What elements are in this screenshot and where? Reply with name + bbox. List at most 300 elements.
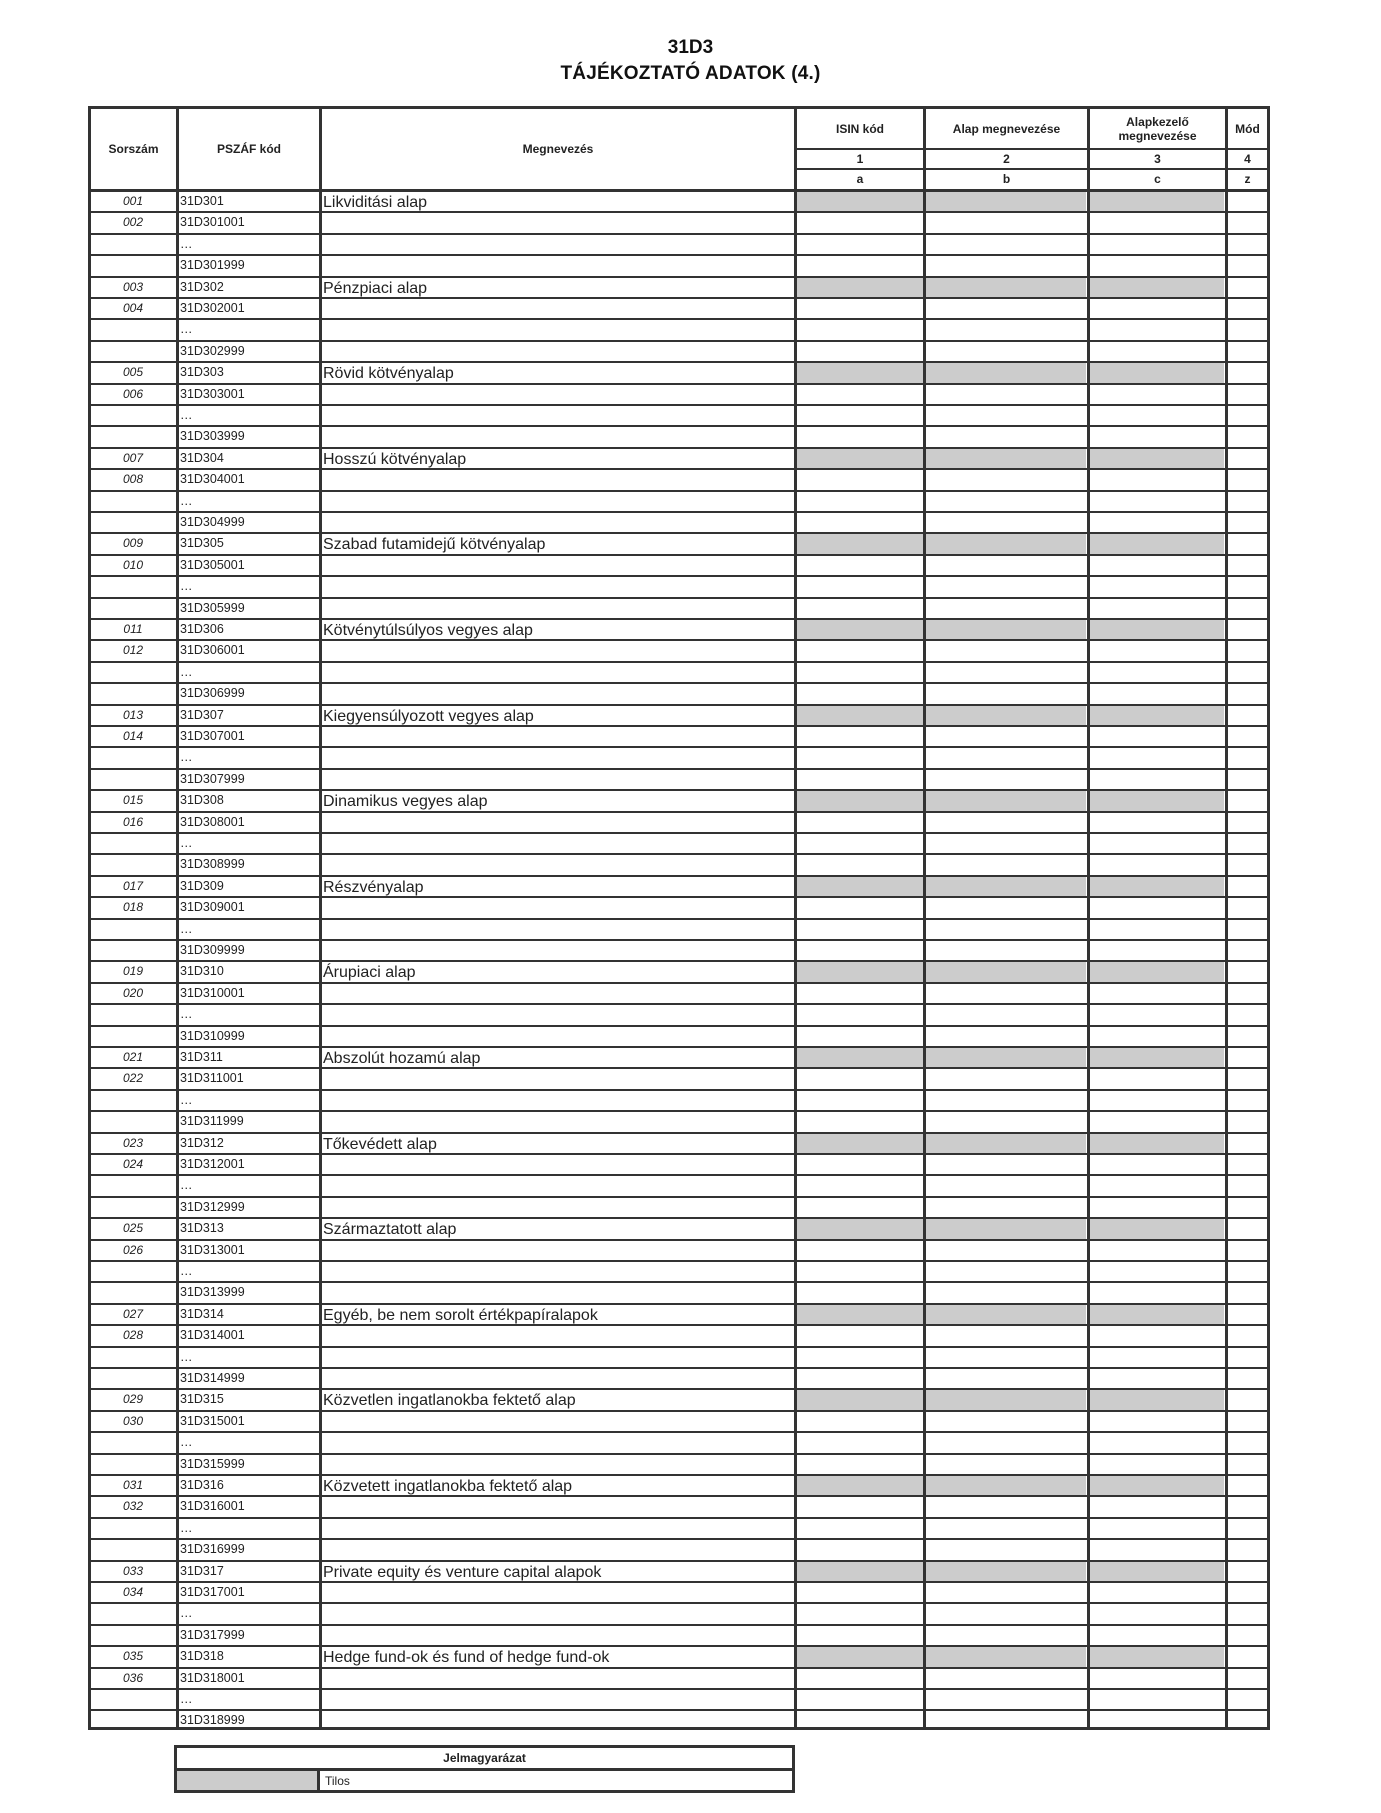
- fund-name-cell[interactable]: [926, 1669, 1086, 1688]
- table-row: [91, 278, 1267, 299]
- row-name: [323, 470, 793, 489]
- manager-name-cell[interactable]: [1090, 1176, 1224, 1195]
- fund-name-cell[interactable]: [926, 748, 1086, 767]
- row-name: Likviditási alap: [323, 194, 428, 211]
- isin-cell: [797, 449, 923, 468]
- row-serial: [91, 342, 175, 361]
- table-row: [91, 534, 1267, 555]
- isin-cell[interactable]: [797, 727, 923, 746]
- table-row: [91, 599, 1267, 620]
- row-serial: 015: [122, 793, 144, 808]
- isin-cell[interactable]: [797, 406, 923, 425]
- manager-name-cell[interactable]: [1090, 470, 1224, 489]
- row-name: [323, 770, 793, 789]
- row-pszaf-code: 31D308001: [180, 814, 245, 829]
- row-serial: 035: [122, 1649, 144, 1664]
- row-pszaf-code: 31D318001: [180, 1670, 245, 1685]
- row-pszaf-code: 31D313001: [180, 1242, 245, 1257]
- fund-name-cell[interactable]: [926, 727, 1086, 746]
- isin-cell[interactable]: [797, 256, 923, 275]
- row-name: [323, 1176, 793, 1195]
- row-pszaf-code: 31D316: [180, 1478, 224, 1492]
- row-name: [323, 984, 793, 1003]
- isin-cell[interactable]: [797, 1176, 923, 1195]
- fund-name-cell[interactable]: [926, 1326, 1086, 1345]
- table-row: [91, 1348, 1267, 1369]
- row-serial: 017: [122, 878, 144, 893]
- fund-name-cell[interactable]: [926, 1711, 1086, 1732]
- isin-cell[interactable]: [797, 1326, 923, 1345]
- manager-name-cell[interactable]: [1090, 1711, 1224, 1732]
- manager-name-cell[interactable]: [1090, 748, 1224, 767]
- row-serial: [91, 1027, 175, 1046]
- fund-name-cell[interactable]: [926, 406, 1086, 425]
- manager-name-cell[interactable]: [1090, 556, 1224, 575]
- manager-name-cell[interactable]: [1090, 513, 1224, 532]
- manager-name-cell[interactable]: [1090, 427, 1224, 446]
- isin-cell[interactable]: [797, 748, 923, 767]
- fund-name-cell[interactable]: [926, 1690, 1086, 1709]
- isin-cell[interactable]: [797, 1112, 923, 1131]
- manager-name-cell[interactable]: [1090, 1412, 1224, 1431]
- row-serial: 030: [122, 1413, 144, 1428]
- isin-cell[interactable]: [797, 898, 923, 917]
- isin-cell: [797, 1476, 923, 1495]
- manager-name-cell[interactable]: [1090, 577, 1224, 596]
- manager-name-cell[interactable]: [1090, 898, 1224, 917]
- fund-name-cell[interactable]: [926, 1369, 1086, 1388]
- row-serial: [91, 855, 175, 874]
- fund-name-cell[interactable]: [926, 1155, 1086, 1174]
- fund-name-cell[interactable]: [926, 556, 1086, 575]
- manager-name-cell[interactable]: [1090, 813, 1224, 832]
- isin-cell[interactable]: [797, 1283, 923, 1302]
- fund-name-cell[interactable]: [926, 984, 1086, 1003]
- manager-name-cell[interactable]: [1090, 663, 1224, 682]
- row-pszaf-code: …: [180, 236, 193, 251]
- table-row: [91, 577, 1267, 598]
- row-pszaf-code: 31D315999: [180, 1456, 245, 1471]
- table-row: [91, 1027, 1267, 1048]
- table-row: [91, 1326, 1267, 1347]
- isin-cell[interactable]: [797, 855, 923, 874]
- row-pszaf-code: 31D313999: [180, 1285, 245, 1300]
- isin-cell[interactable]: [797, 1412, 923, 1431]
- fund-name-cell[interactable]: [926, 1604, 1086, 1623]
- manager-name-cell[interactable]: [1090, 1283, 1224, 1302]
- fund-name-cell[interactable]: [926, 513, 1086, 532]
- isin-cell[interactable]: [797, 470, 923, 489]
- fund-name-cell[interactable]: [926, 1540, 1086, 1559]
- isin-cell[interactable]: [797, 342, 923, 361]
- manager-name-cell[interactable]: [1090, 1669, 1224, 1688]
- table-row: [91, 1711, 1267, 1732]
- row-serial: [91, 1198, 175, 1217]
- fund-name-cell[interactable]: [926, 1262, 1086, 1281]
- fund-name-cell[interactable]: [926, 235, 1086, 254]
- fund-name-cell[interactable]: [926, 813, 1086, 832]
- fund-name-cell[interactable]: [926, 684, 1086, 703]
- fund-name-cell: [926, 706, 1086, 725]
- row-serial: [91, 748, 175, 767]
- legend-swatch: [177, 1771, 317, 1790]
- isin-cell[interactable]: [797, 299, 923, 318]
- row-pszaf-code: 31D303001: [180, 386, 245, 401]
- manager-name-cell[interactable]: [1090, 213, 1224, 232]
- isin-cell[interactable]: [797, 1241, 923, 1260]
- isin-cell[interactable]: [797, 1626, 923, 1645]
- manager-name-cell[interactable]: [1090, 1433, 1224, 1452]
- row-name: [323, 299, 793, 318]
- row-serial: 020: [122, 985, 144, 1000]
- row-name: [323, 1069, 793, 1088]
- row-pszaf-code: …: [180, 322, 193, 337]
- fund-name-cell[interactable]: [926, 1348, 1086, 1367]
- fund-name-cell[interactable]: [926, 920, 1086, 939]
- manager-name-cell[interactable]: [1090, 1369, 1224, 1388]
- isin-cell[interactable]: [797, 941, 923, 960]
- manager-name-cell[interactable]: [1090, 1198, 1224, 1217]
- isin-cell[interactable]: [797, 1519, 923, 1538]
- fund-name-cell[interactable]: [926, 1583, 1086, 1602]
- row-pszaf-code: 31D312999: [180, 1199, 245, 1214]
- manager-name-cell: [1090, 278, 1224, 297]
- fund-name-cell[interactable]: [926, 1626, 1086, 1645]
- row-pszaf-code: 31D310999: [180, 1028, 245, 1043]
- manager-name-cell[interactable]: [1090, 1519, 1224, 1538]
- row-serial: 008: [122, 472, 144, 487]
- row-serial: [91, 941, 175, 960]
- manager-name-cell[interactable]: [1090, 1626, 1224, 1645]
- row-name: Egyéb, be nem sorolt értékpapíralapok: [323, 1306, 598, 1324]
- row-serial: [91, 1005, 175, 1024]
- manager-name-cell[interactable]: [1090, 1027, 1224, 1046]
- isin-cell[interactable]: [797, 1262, 923, 1281]
- isin-cell[interactable]: [797, 385, 923, 404]
- fund-name-cell[interactable]: [926, 1241, 1086, 1260]
- table-row: [91, 1626, 1267, 1647]
- row-pszaf-code: 31D307999: [180, 771, 245, 786]
- isin-cell[interactable]: [797, 1091, 923, 1110]
- row-pszaf-code: 31D315001: [180, 1413, 245, 1428]
- row-serial: 014: [122, 729, 144, 743]
- col-letter-z: z: [1244, 172, 1251, 186]
- row-name: [323, 941, 793, 960]
- row-name: [323, 684, 793, 703]
- row-pszaf-code: …: [180, 921, 193, 936]
- table-row: [91, 1198, 1267, 1219]
- table-row: [91, 256, 1267, 277]
- manager-name-cell[interactable]: [1090, 834, 1224, 853]
- row-name: [323, 320, 793, 339]
- manager-name-cell: [1090, 877, 1224, 896]
- manager-name-cell: [1090, 1219, 1224, 1238]
- manager-name-cell: [1090, 1390, 1224, 1409]
- row-serial: [91, 406, 175, 425]
- manager-name-cell: [1090, 620, 1224, 639]
- manager-name-cell[interactable]: [1090, 1583, 1224, 1602]
- fund-name-cell[interactable]: [926, 1027, 1086, 1046]
- fund-name-cell[interactable]: [926, 855, 1086, 874]
- fund-name-cell[interactable]: [926, 641, 1086, 660]
- row-name: [323, 1326, 793, 1345]
- isin-cell[interactable]: [797, 1369, 923, 1388]
- manager-name-cell[interactable]: [1090, 984, 1224, 1003]
- fund-name-cell[interactable]: [926, 898, 1086, 917]
- isin-cell[interactable]: [797, 1433, 923, 1452]
- isin-cell[interactable]: [797, 813, 923, 832]
- header-manager-name: Alapkezelő megnevezése: [1118, 114, 1197, 143]
- fund-name-cell[interactable]: [926, 470, 1086, 489]
- table-row: [91, 1005, 1267, 1026]
- legend-box: [174, 1745, 795, 1793]
- row-pszaf-code: 31D314001: [180, 1328, 245, 1343]
- fund-name-cell[interactable]: [926, 1519, 1086, 1538]
- header-name: Megnevezés: [522, 142, 594, 156]
- col-letter-b: b: [1002, 172, 1011, 186]
- row-name: [323, 492, 793, 511]
- fund-name-cell[interactable]: [926, 1497, 1086, 1516]
- fund-name-cell[interactable]: [926, 256, 1086, 275]
- row-name: [323, 1690, 793, 1709]
- row-pszaf-code: …: [180, 836, 193, 850]
- row-pszaf-code: 31D306: [180, 622, 224, 636]
- isin-cell[interactable]: [797, 492, 923, 511]
- table-row: [91, 727, 1267, 748]
- manager-name-cell[interactable]: [1090, 320, 1224, 339]
- isin-cell[interactable]: [797, 770, 923, 789]
- isin-cell[interactable]: [797, 834, 923, 853]
- row-name: [323, 1027, 793, 1046]
- fund-name-cell[interactable]: [926, 1005, 1086, 1024]
- fund-name-cell[interactable]: [926, 1198, 1086, 1217]
- table-row: [91, 513, 1267, 534]
- table-row: [91, 406, 1267, 427]
- manager-name-cell[interactable]: [1090, 406, 1224, 425]
- manager-name-cell[interactable]: [1090, 641, 1224, 660]
- fund-name-cell[interactable]: [926, 1091, 1086, 1110]
- manager-name-cell[interactable]: [1090, 256, 1224, 275]
- row-serial: 004: [122, 301, 144, 315]
- manager-name-cell[interactable]: [1090, 727, 1224, 746]
- row-pszaf-code: 31D302001: [180, 301, 245, 315]
- isin-cell[interactable]: [797, 599, 923, 618]
- row-serial: 010: [122, 557, 144, 572]
- row-serial: [91, 513, 175, 532]
- isin-cell[interactable]: [797, 1583, 923, 1602]
- manager-name-cell[interactable]: [1090, 1690, 1224, 1709]
- manager-name-cell[interactable]: [1090, 1069, 1224, 1088]
- isin-cell: [797, 1647, 923, 1666]
- fund-name-cell[interactable]: [926, 320, 1086, 339]
- row-name: [323, 748, 793, 767]
- row-name: [323, 1540, 793, 1559]
- row-name: Részvényalap: [323, 878, 424, 896]
- manager-name-cell[interactable]: [1090, 1112, 1224, 1131]
- row-pszaf-code: …: [180, 1007, 193, 1022]
- fund-name-cell[interactable]: [926, 427, 1086, 446]
- fund-name-cell[interactable]: [926, 342, 1086, 361]
- row-serial: [91, 1455, 175, 1474]
- isin-cell[interactable]: [797, 320, 923, 339]
- manager-name-cell[interactable]: [1090, 1348, 1224, 1367]
- row-pszaf-code: 31D304001: [180, 472, 245, 487]
- manager-name-cell[interactable]: [1090, 1604, 1224, 1623]
- isin-cell[interactable]: [797, 213, 923, 232]
- fund-name-cell[interactable]: [926, 1412, 1086, 1431]
- row-serial: 025: [122, 1221, 144, 1236]
- manager-name-cell[interactable]: [1090, 855, 1224, 874]
- manager-name-cell[interactable]: [1090, 1005, 1224, 1024]
- row-pszaf-code: 31D301: [180, 194, 224, 208]
- row-pszaf-code: 31D304: [180, 450, 224, 465]
- table-row: [91, 1112, 1267, 1133]
- table-row: [91, 1519, 1267, 1540]
- table-row: [91, 1433, 1267, 1454]
- isin-cell[interactable]: [797, 1497, 923, 1516]
- manager-name-cell[interactable]: [1090, 342, 1224, 361]
- fund-name-cell[interactable]: [926, 663, 1086, 682]
- table-row: [91, 1069, 1267, 1090]
- manager-name-cell[interactable]: [1090, 235, 1224, 254]
- fund-name-cell[interactable]: [926, 599, 1086, 618]
- manager-name-cell[interactable]: [1090, 941, 1224, 960]
- fund-name-cell[interactable]: [926, 1455, 1086, 1474]
- row-name: [323, 920, 793, 939]
- isin-cell[interactable]: [797, 1069, 923, 1088]
- fund-name-cell[interactable]: [926, 1069, 1086, 1088]
- isin-cell[interactable]: [797, 1669, 923, 1688]
- table-row: [91, 1241, 1267, 1262]
- header-mode: Mód: [1235, 121, 1260, 136]
- isin-cell[interactable]: [797, 1005, 923, 1024]
- row-serial: [91, 1348, 175, 1367]
- row-serial: 029: [122, 1392, 144, 1407]
- fund-name-cell[interactable]: [926, 492, 1086, 511]
- isin-cell[interactable]: [797, 235, 923, 254]
- fund-name-cell[interactable]: [926, 299, 1086, 318]
- row-name: [323, 342, 793, 361]
- isin-cell[interactable]: [797, 684, 923, 703]
- manager-name-cell: [1090, 791, 1224, 810]
- isin-cell[interactable]: [797, 641, 923, 660]
- table-row: [91, 492, 1267, 513]
- manager-name-cell[interactable]: [1090, 1326, 1224, 1345]
- row-name: Dinamikus vegyes alap: [323, 793, 488, 811]
- isin-cell[interactable]: [797, 427, 923, 446]
- fund-name-cell[interactable]: [926, 577, 1086, 596]
- manager-name-cell[interactable]: [1090, 1241, 1224, 1260]
- isin-cell[interactable]: [797, 1198, 923, 1217]
- isin-cell: [797, 1305, 923, 1324]
- table-row: [91, 1155, 1267, 1176]
- isin-cell[interactable]: [797, 1027, 923, 1046]
- row-serial: 003: [122, 279, 144, 294]
- row-serial: 031: [122, 1478, 144, 1492]
- isin-cell[interactable]: [797, 1711, 923, 1732]
- manager-name-cell[interactable]: [1090, 770, 1224, 789]
- legend-label: Tilos: [325, 1774, 350, 1788]
- manager-name-cell: [1090, 706, 1224, 725]
- row-serial: [91, 663, 175, 682]
- isin-cell[interactable]: [797, 1455, 923, 1474]
- fund-name-cell[interactable]: [926, 834, 1086, 853]
- row-name: [323, 1669, 793, 1688]
- table-row: [91, 984, 1267, 1005]
- isin-cell: [797, 620, 923, 639]
- isin-cell[interactable]: [797, 920, 923, 939]
- isin-cell[interactable]: [797, 1348, 923, 1367]
- row-pszaf-code: …: [180, 664, 193, 679]
- col-num-1: 1: [856, 152, 864, 166]
- isin-cell[interactable]: [797, 1155, 923, 1174]
- row-serial: [91, 1262, 175, 1281]
- row-serial: 006: [122, 386, 144, 401]
- fund-name-cell[interactable]: [926, 213, 1086, 232]
- fund-name-cell[interactable]: [926, 770, 1086, 789]
- manager-name-cell[interactable]: [1090, 920, 1224, 939]
- isin-cell[interactable]: [797, 556, 923, 575]
- row-pszaf-code: 31D317001: [180, 1585, 245, 1599]
- table-row: [91, 706, 1267, 727]
- fund-name-cell[interactable]: [926, 941, 1086, 960]
- row-pszaf-code: 31D306001: [180, 643, 245, 658]
- manager-name-cell[interactable]: [1090, 492, 1224, 511]
- table-row: [91, 920, 1267, 941]
- isin-cell[interactable]: [797, 513, 923, 532]
- isin-cell[interactable]: [797, 663, 923, 682]
- row-pszaf-code: 31D303: [180, 365, 224, 380]
- table-row: [91, 470, 1267, 491]
- manager-name-cell[interactable]: [1090, 1155, 1224, 1174]
- table-row: [91, 1134, 1267, 1155]
- fund-name-cell[interactable]: [926, 385, 1086, 404]
- row-pszaf-code: …: [180, 750, 193, 765]
- row-name: [323, 727, 793, 746]
- row-name: [323, 1626, 793, 1645]
- manager-name-cell[interactable]: [1090, 1262, 1224, 1281]
- isin-cell[interactable]: [797, 1540, 923, 1559]
- manager-name-cell[interactable]: [1090, 1455, 1224, 1474]
- isin-cell[interactable]: [797, 577, 923, 596]
- fund-name-cell[interactable]: [926, 1112, 1086, 1131]
- fund-name-cell[interactable]: [926, 1283, 1086, 1302]
- fund-name-cell[interactable]: [926, 1176, 1086, 1195]
- manager-name-cell[interactable]: [1090, 599, 1224, 618]
- row-pszaf-code: 31D312: [180, 1135, 224, 1150]
- manager-name-cell[interactable]: [1090, 1497, 1224, 1516]
- row-serial: [91, 1433, 175, 1452]
- row-pszaf-code: …: [180, 1092, 193, 1107]
- row-pszaf-code: 31D311: [180, 1050, 223, 1064]
- manager-name-cell[interactable]: [1090, 1540, 1224, 1559]
- form-code: 31D3: [667, 37, 714, 58]
- isin-cell[interactable]: [797, 1690, 923, 1709]
- table-row: [91, 663, 1267, 684]
- table-row: [91, 1369, 1267, 1390]
- isin-cell[interactable]: [797, 984, 923, 1003]
- row-serial: [91, 599, 175, 618]
- manager-name-cell[interactable]: [1090, 299, 1224, 318]
- manager-name-cell[interactable]: [1090, 1091, 1224, 1110]
- manager-name-cell[interactable]: [1090, 385, 1224, 404]
- fund-name-cell[interactable]: [926, 1433, 1086, 1452]
- row-pszaf-code: …: [180, 408, 193, 422]
- row-pszaf-code: 31D318: [180, 1649, 224, 1664]
- manager-name-cell[interactable]: [1090, 684, 1224, 703]
- isin-cell[interactable]: [797, 1604, 923, 1623]
- fund-name-cell: [926, 791, 1086, 810]
